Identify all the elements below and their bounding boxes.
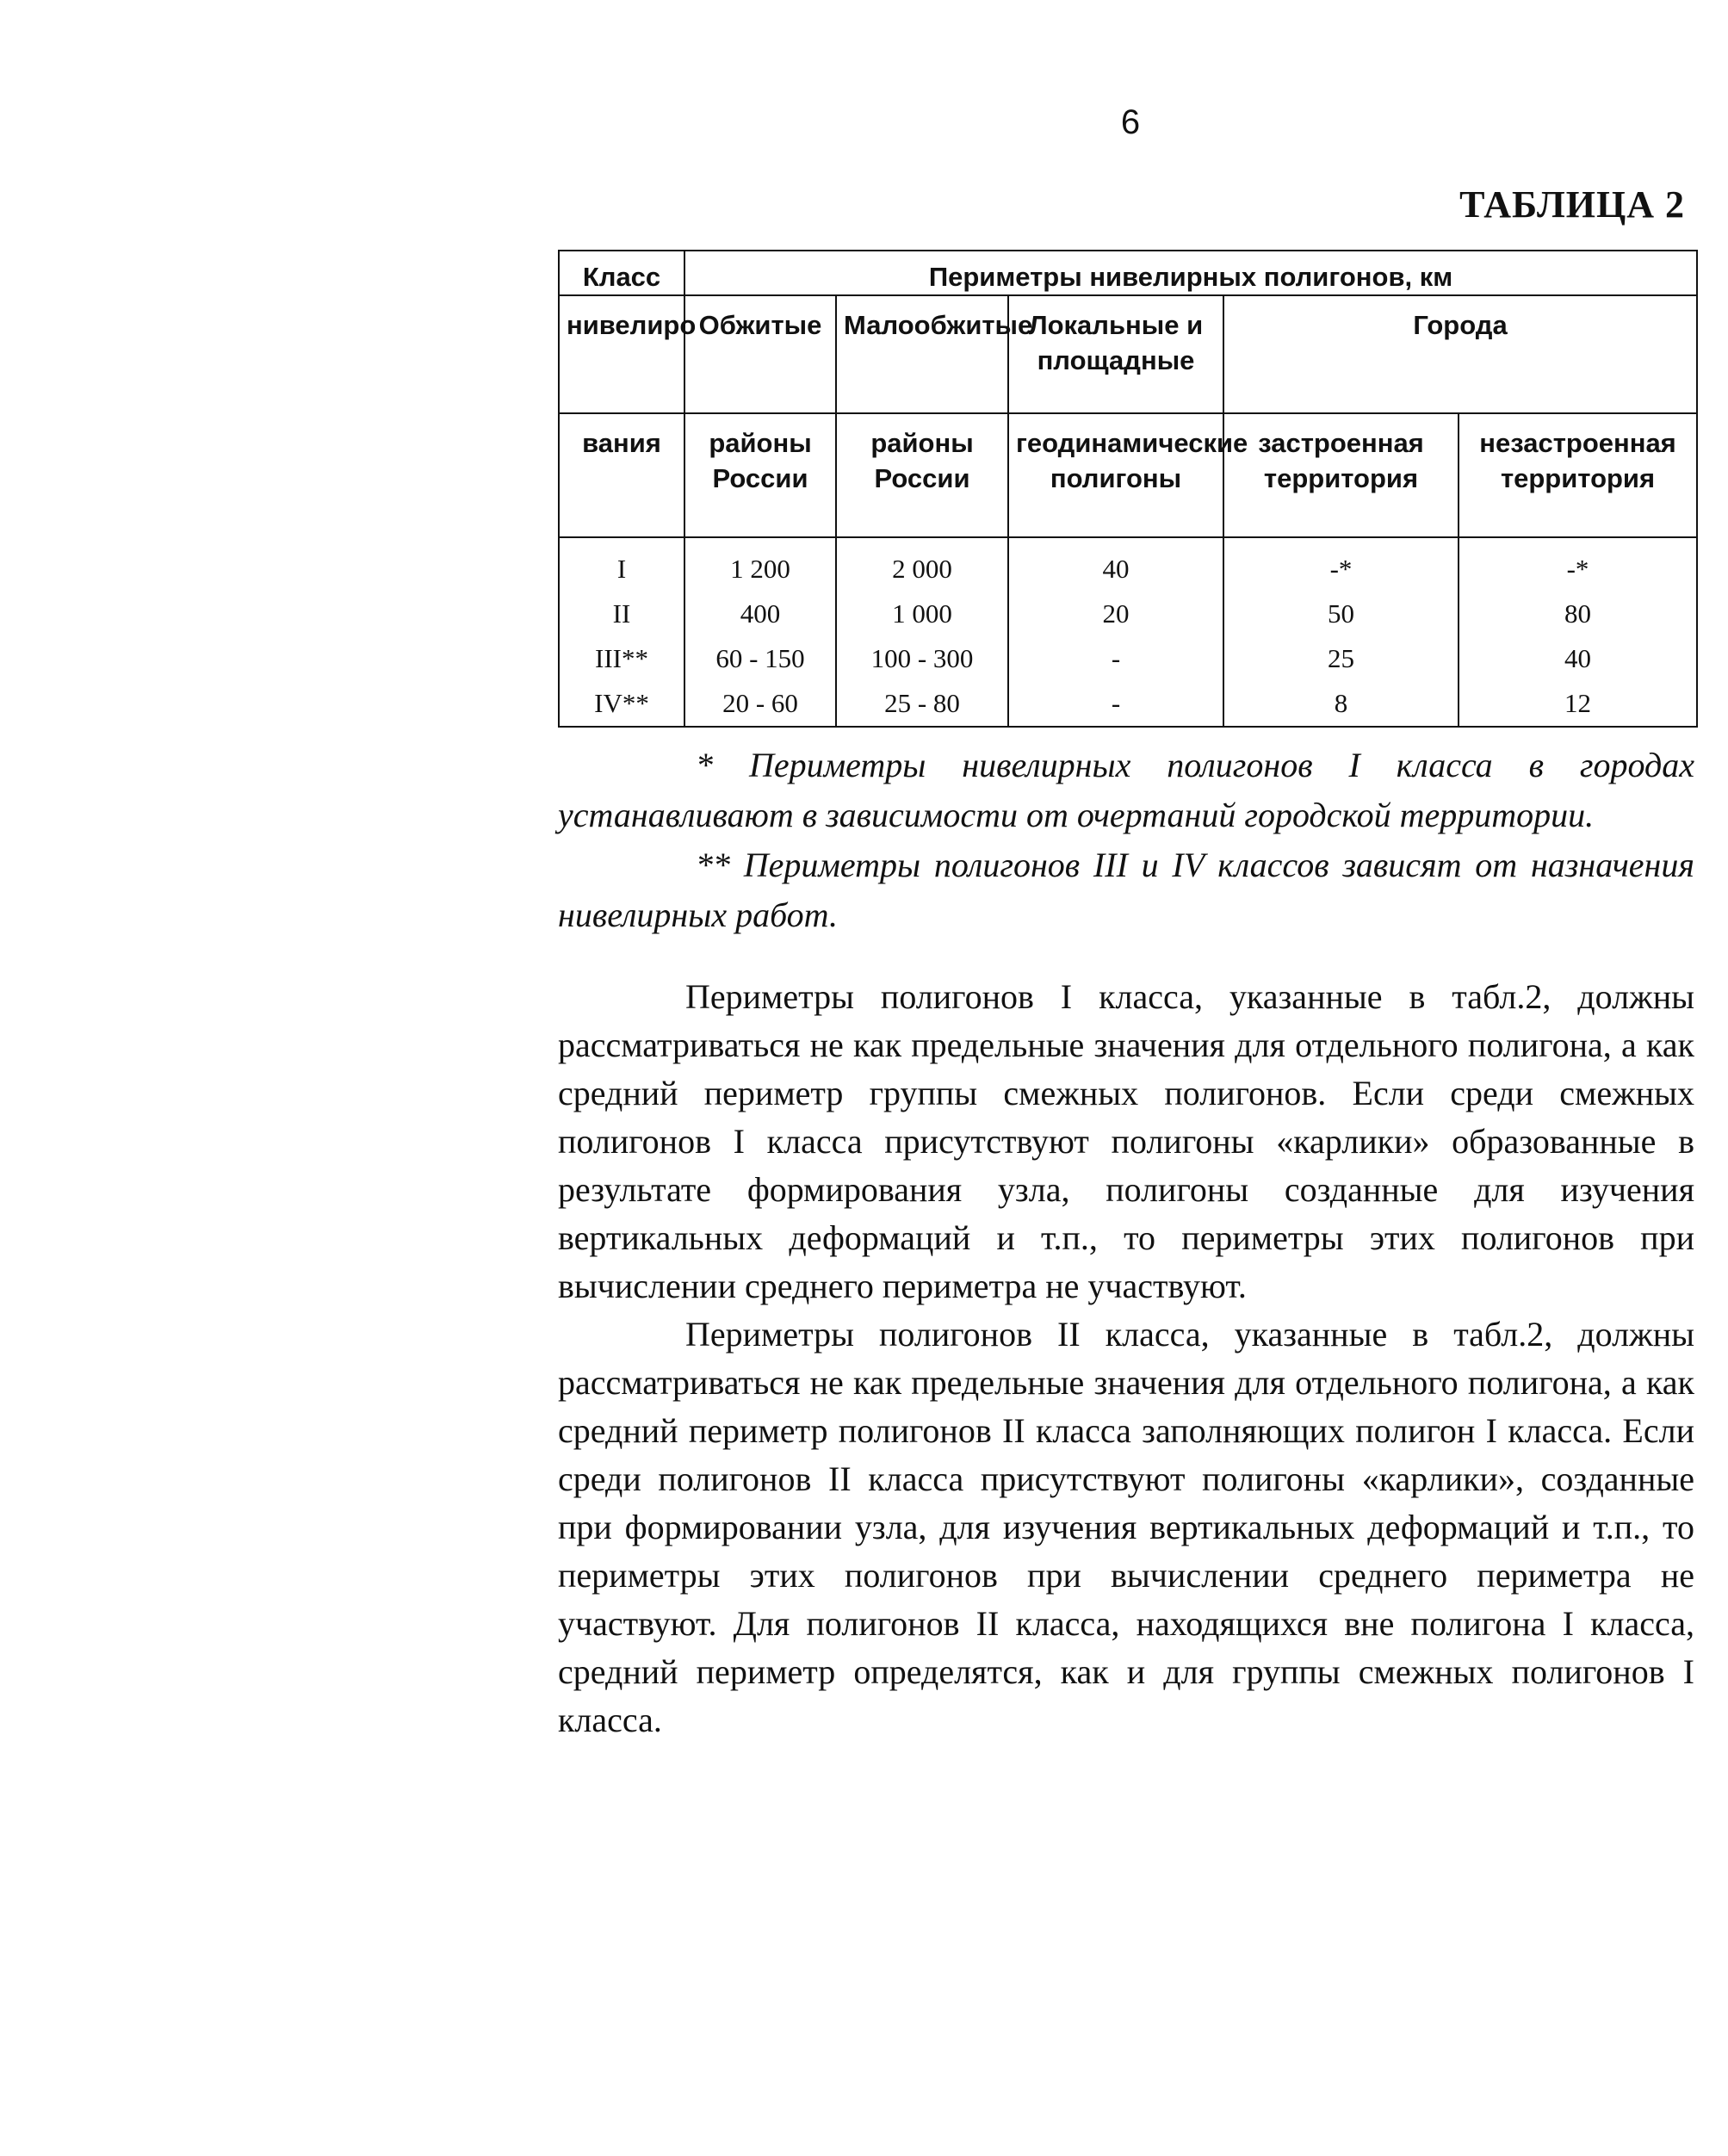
table-cell: -* [1223,537,1459,592]
table-cell: 20 - 60 [684,681,836,727]
footnote-2: ** Периметры полигонов III и IV классов зависят от назначения нивелирных работ. [558,846,1694,934]
table-cell: - [1008,636,1223,681]
header-col3-sub: геодинамические полигоны [1008,413,1223,537]
paragraph-2: Периметры полигонов II класса, указанные в табл.2, должны рассматриваться не как предельные значения для отдельного полигона, а как средний периметр полигонов II класса заполняющих полигон I класса. Если среди полигонов II класса присутствуют полигоны «карлики», созданные при формировании узла, для изучения вертикальных деформаций и т.п., то периметры этих полигонов при вычислении среднего периметра не участвуют. Для полигонов II класса, находящихся вне полигона I класса, средний периметр определятся, как и для группы смежных полигонов I класса. [558,1315,1694,1739]
table-cell: III** [559,636,684,681]
table-header-row-1 [559,251,1697,295]
table-cell: 40 [1008,537,1223,592]
header-col-sparse: Малообжитые [836,295,1008,413]
table-cell: 12 [1459,681,1697,727]
table-row [559,681,1697,727]
header-built-up: застроенная территория [1223,413,1459,537]
table-cell: II [559,592,684,636]
body-text [558,973,1694,1744]
table-row [559,537,1697,592]
table-cell: -* [1459,537,1697,592]
table-cell: 20 [1008,592,1223,636]
table-cell: 2 000 [836,537,1008,592]
table-cell: I [559,537,684,592]
table-cell: 40 [1459,636,1697,681]
table-cell: 400 [684,592,836,636]
header-perimeters-group: Периметры нивелирных полигонов, км [684,251,1697,295]
table-footnotes [558,740,1694,940]
table-cell: 100 - 300 [836,636,1008,681]
paragraph-1: Периметры полигонов I класса, указанные в табл.2, должны рассматриваться не как предельные значения для отдельного полигона, а как средний периметр группы смежных полигонов. Если среди смежных полигонов I класса присутствуют полигоны «карлики» образованные в результате формирования узла, полигоны созданные для изучения вертикальных деформаций и т.п., то периметры этих полигонов при вычислении среднего периметра не участвуют. [558,977,1694,1305]
header-unbuilt: незастроенная территория [1459,413,1697,537]
table-cell: - [1008,681,1223,727]
table-cell: 50 [1223,592,1459,636]
header-col-local: Локальные и площадные [1008,295,1223,413]
table-cell: 60 - 150 [684,636,836,681]
table-title: ТАБЛИЦА 2 [1459,183,1685,226]
header-cities: Города [1223,295,1697,413]
header-col1-sub: районы России [684,413,836,537]
page-number: 6 [1120,103,1141,141]
header-class: Класс [559,251,684,295]
header-col2-sub: районы России [836,413,1008,537]
footnote-1: * Периметры нивелирных полигонов I класса в городах устанавливают в зависимости от очертаний городской территории. [558,746,1694,834]
header-class-2: нивелиро [559,295,684,413]
table-cell: 1 000 [836,592,1008,636]
table-cell: 8 [1223,681,1459,727]
table-header-row-3 [559,413,1697,537]
header-class-3: вания [559,413,684,537]
table-cell: IV** [559,681,684,727]
table-cell: 25 [1223,636,1459,681]
table-cell: 80 [1459,592,1697,636]
table-cell: 1 200 [684,537,836,592]
table-header-row-2 [559,295,1697,413]
perimeters-table [558,250,1698,728]
table-cell: 25 - 80 [836,681,1008,727]
table-row [559,636,1697,681]
header-col-populated: Обжитые [684,295,836,413]
table-row [559,592,1697,636]
